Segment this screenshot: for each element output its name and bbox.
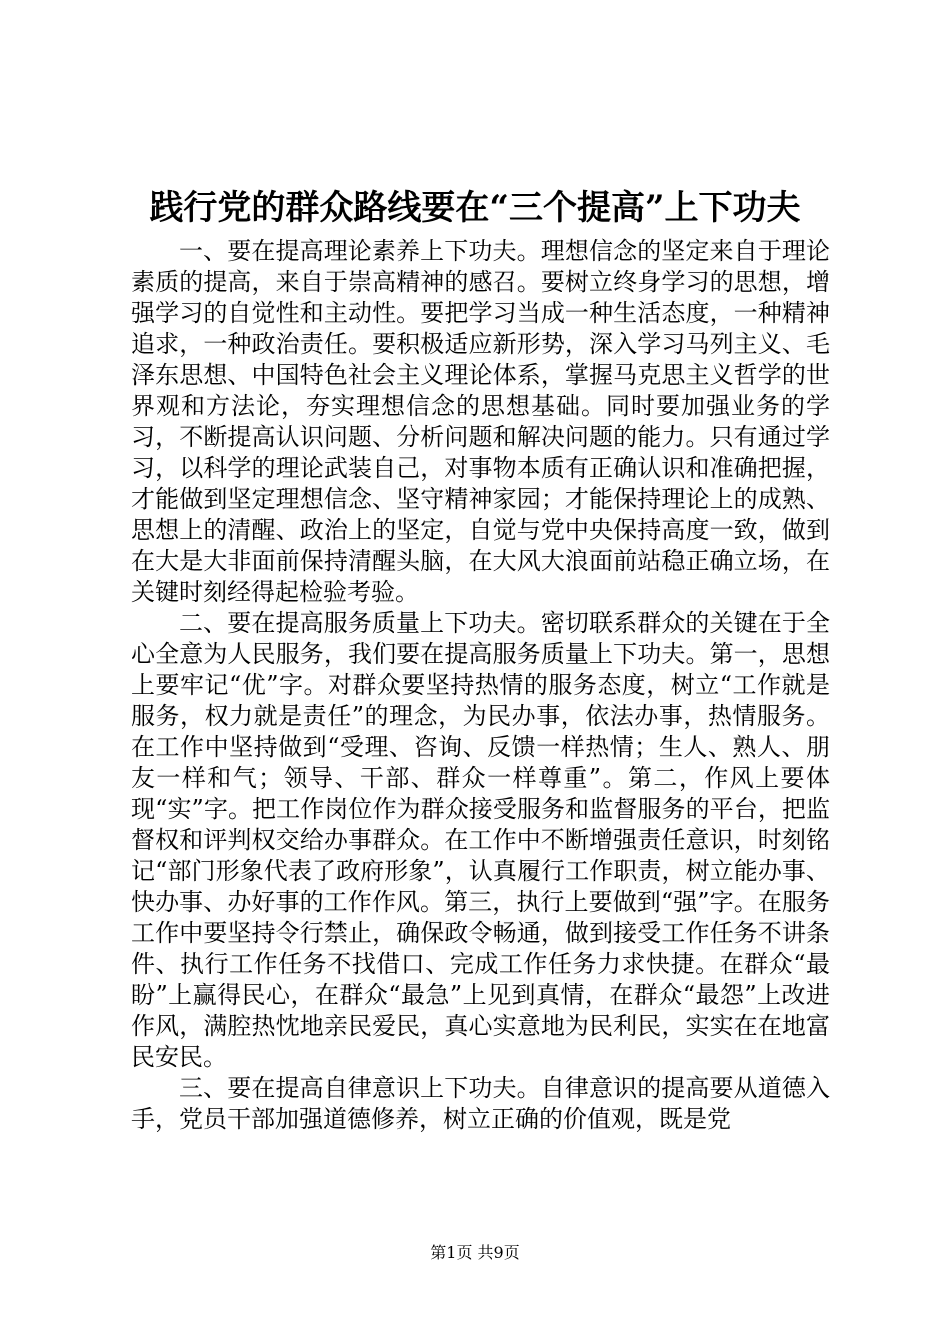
paragraph-3: 三、要在提高自律意识上下功夫。自律意识的提高要从道德入手，党员干部加强道德修养，树立正确的价值观，既是党 bbox=[131, 1074, 830, 1133]
paragraph-1: 一、要在提高理论素养上下功夫。理想信念的坚定来自于理论素质的提高，来自于崇高精神的感召。要树立终身学习的思想，增强学习的自觉性和主动性。要把学习当成一种生活态度，一种精神追求，一种政治责任。要积极适应新形势，深入学习马列主义、毛泽东思想、中国特色社会主义理论体系，掌握马克思主义哲学的世界观和方法论，夯实理想信念的思想基础。同时要加强业务的学习，不断提高认识问题、分析问题和解决问题的能力。只有通过学习，以科学的理论武装自己，对事物本质有正确认识和准确把握，才能做到坚定理想信念、坚守精神家园；才能保持理论上的成熟、思想上的清醒、政治上的坚定，自觉与党中央保持高度一致，做到在大是大非面前保持清醒头脑，在大风大浪面前站稳正确立场，在关键时刻经得起检验考验。 bbox=[131, 237, 830, 606]
page-number-footer: 第1页 共9页 bbox=[430, 1243, 520, 1262]
document-body bbox=[131, 236, 830, 1135]
document-title: 践行党的群众路线要在“三个提高”上下功夫 bbox=[149, 188, 801, 228]
paragraph-2: 二、要在提高服务质量上下功夫。密切联系群众的关键在于全心全意为人民服务，我们要在提高服务质量上下功夫。第一，思想上要牢记“优”字。对群众要坚持热情的服务态度，树立“工作就是服务，权力就是责任”的理念，为民办事，依法办事，热情服务。在工作中坚持做到“受理、咨询、反馈一样热情；生人、熟人、朋友一样和气；领导、干部、群众一样尊重”。第二，作风上要体现“实”字。把工作岗位作为群众接受服务和监督服务的平台，把监督权和评判权交给办事群众。在工作中不断增强责任意识，时刻铭记“部门形象代表了政府形象”，认真履行工作职责，树立能办事、快办事、办好事的工作作风。第三，执行上要做到“强”字。在服务工作中要坚持令行禁止，确保政令畅通，做到接受工作任务不讲条件、执行工作任务不找借口、完成工作任务力求快捷。在群众“最盼”上赢得民心，在群众“最急”上见到真情，在群众“最怨”上改进作风，满腔热忱地亲民爱民，真心实意地为民利民，实实在在地富民安民。 bbox=[131, 609, 830, 1071]
